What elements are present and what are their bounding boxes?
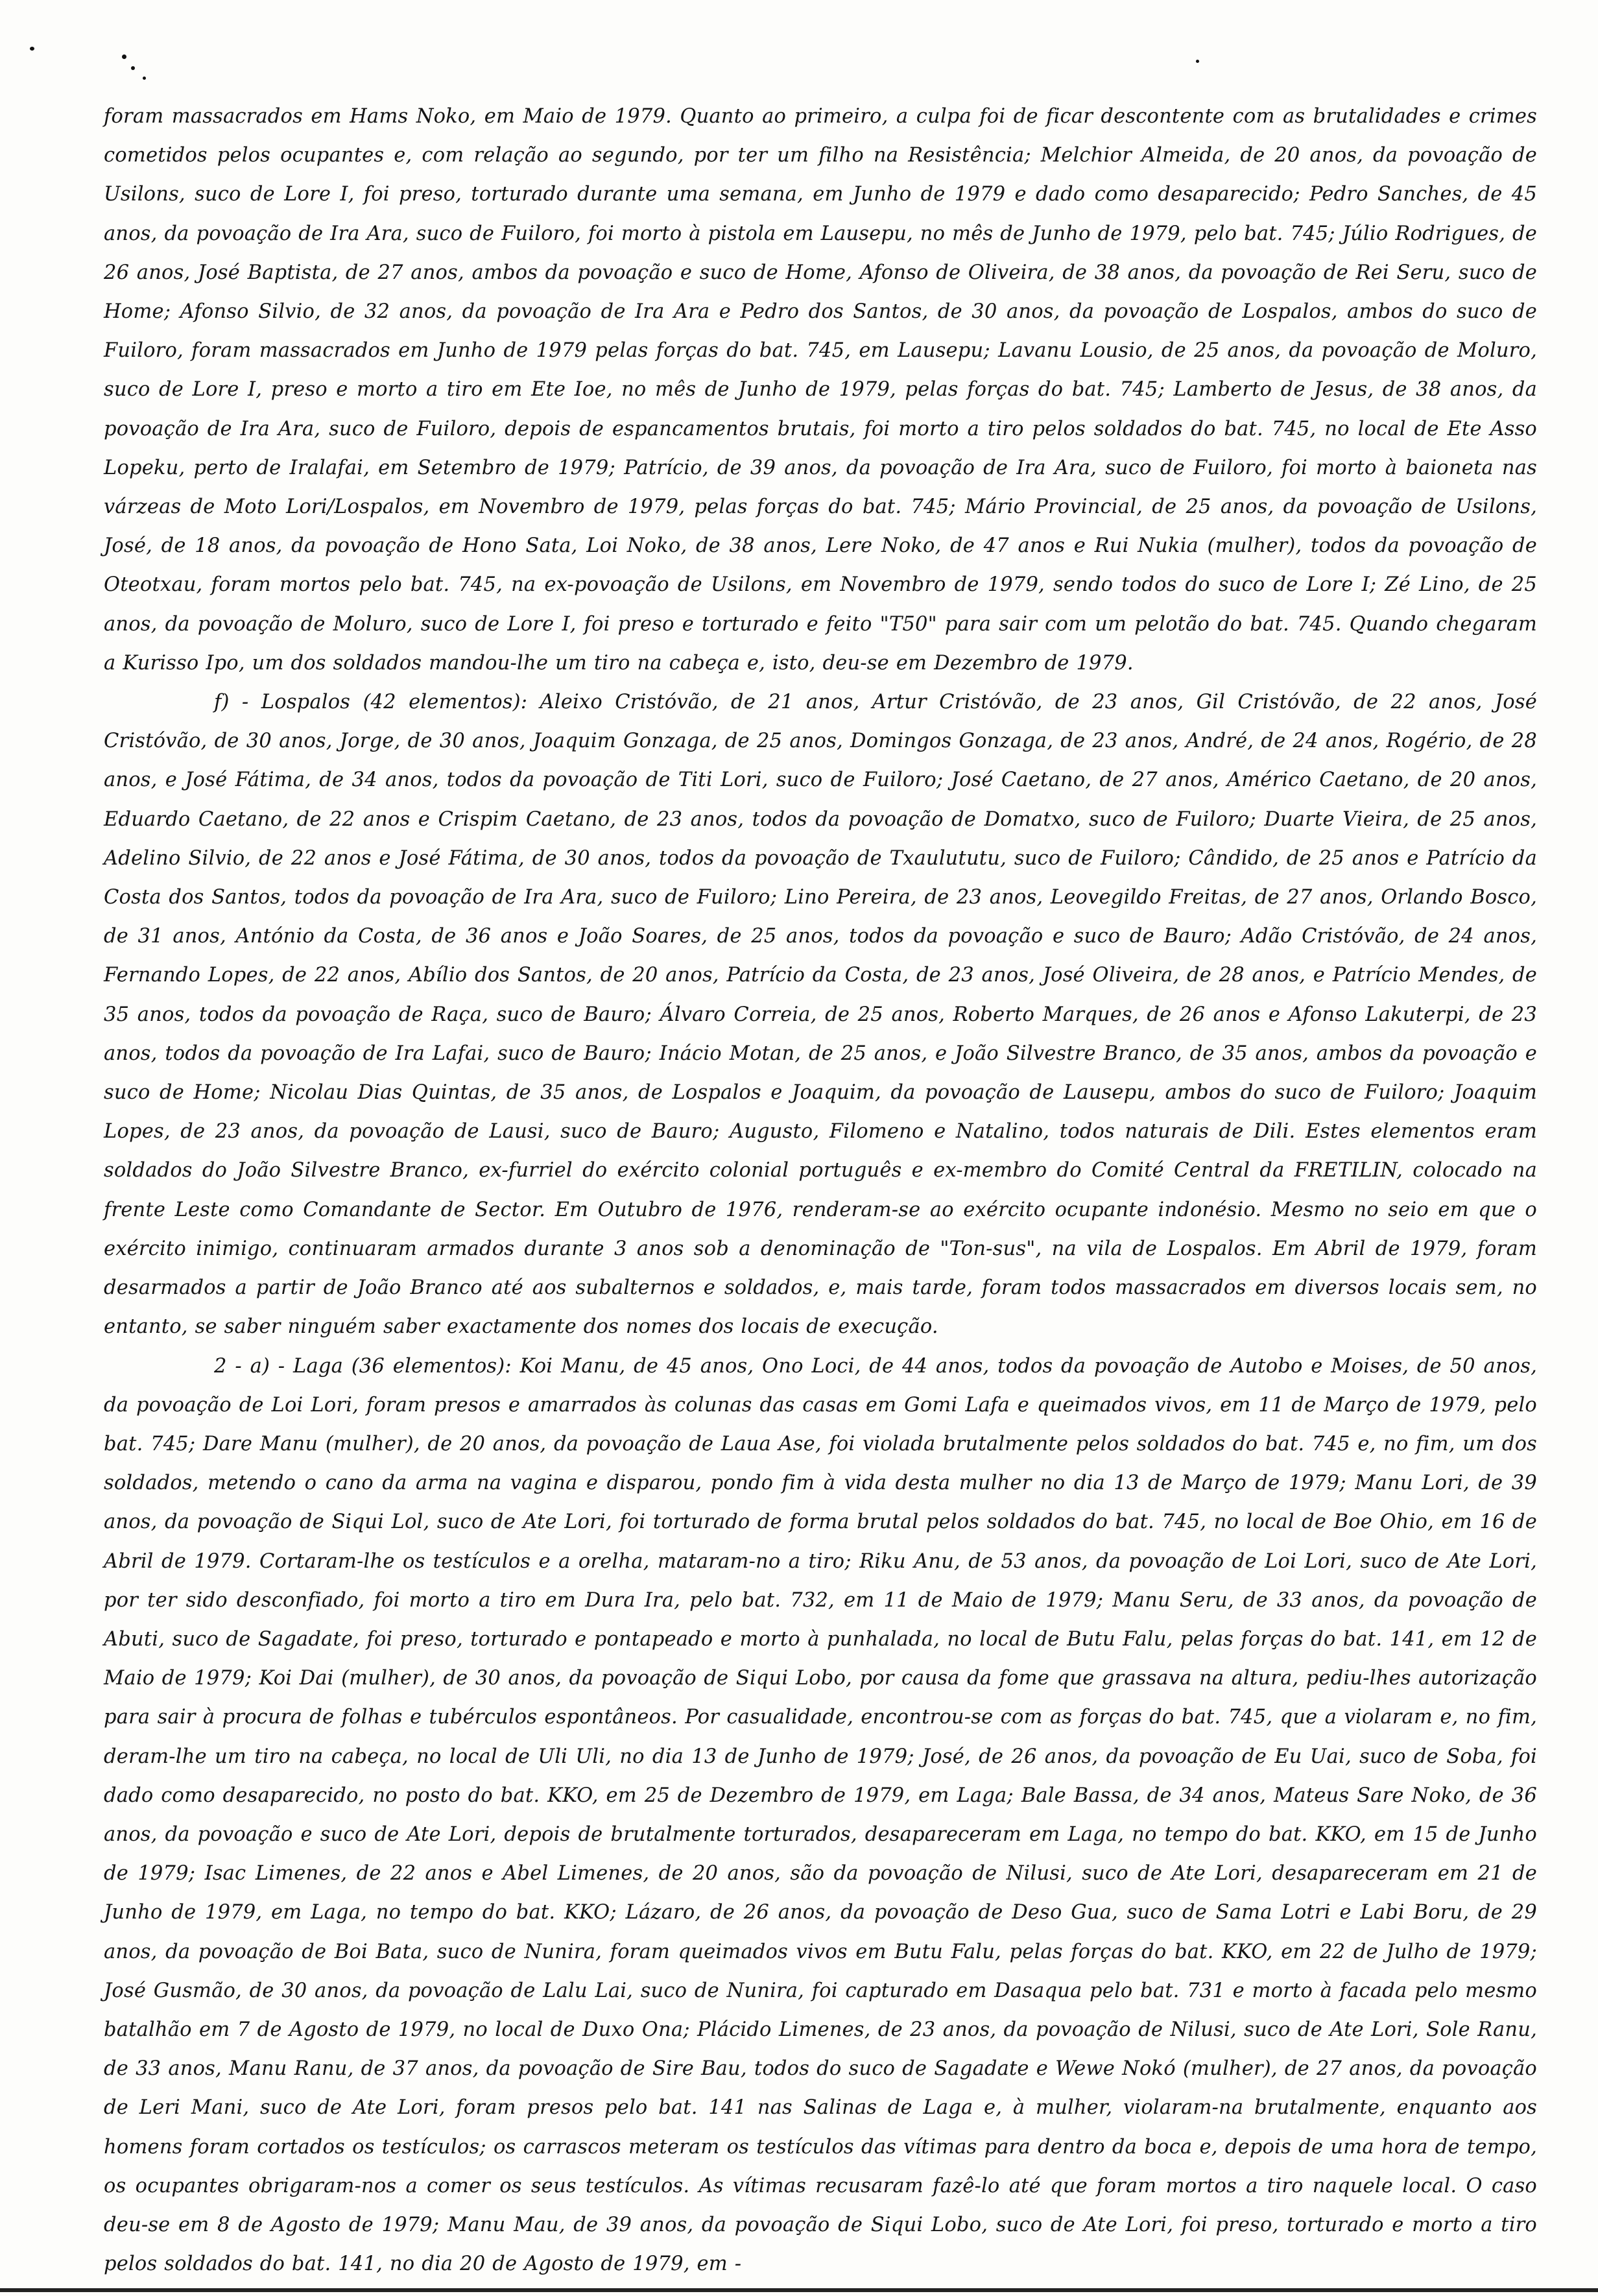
paragraph-lospalos: f) - Lospalos (42 elementos): Aleixo Cristóvão, de 21 anos, Artur Cristóvão, de 23 anos, Gil Cristóvão, de 22 anos, José Cristóvão, de 30 anos, Jorge, de 30 anos, Joaquim Gonzaga, de 25 anos, Domingos Gonzaga, de 23 anos, André, de 24 anos, Rogério, de 28 anos, e José Fátima, de 34 anos, todos da povoação de Titi Lori, suco de Fuiloro; José Caetano, de 27 anos, Américo Caetano, de 20 anos, Eduardo Caetano, de 22 anos e Crispim Caetano, de 23 anos, todos da povoação de Domatxo, suco de Fuiloro; Duarte Vieira, de 25 anos, Adelino Silvio, de 22 anos e José Fátima, de 30 anos, todos da povoação de Txaulututu, suco de Fuiloro; Cândido, de 25 anos e Patrício da Costa dos Santos, todos da povoação de Ira Ara, suco de Fuiloro; Lino Pereira, de 23 anos, Leovegildo Freitas, de 27 anos, Orlando Bosco, de 31 anos, António da Costa, de 36 anos e João Soares, de 25 anos, todos da povoação e suco de Bauro; Adão Cristóvão, de 24 anos, Fernando Lopes, de 22 anos, Abílio dos Santos, de 20 anos, Patrício da Costa, de 23 anos, José Oliveira, de 28 anos, e Patrício Mendes, de 35 anos, todos da povoação de Raça, suco de Bauro; Álvaro Correia, de 25 anos, Roberto Marques, de 26 anos e Afonso Lakuterpi, de 23 anos, todos da povoação de Ira Lafai, suco de Bauro; Inácio Motan, de 25 anos, e João Silvestre Branco, de 35 anos, ambos da povoação e suco de Home; Nicolau Dias Quintas, de 35 anos, de Lospalos e Joaquim, da povoação de Lausepu, ambos do suco de Fuiloro; Joaquim Lopes, de 23 anos, da povoação de Lausi, suco de Bauro; Augusto, Filomeno e Natalino, todos naturais de Dili. Estes elementos eram soldados do João Silvestre Branco, ex-furriel do exército colonial português e ex-membro do Comité Central da FRETILIN, colocado na frente Leste como Comandante de Sector. Em Outubro de 1976, renderam-se ao exército ocupante indonésio. Mesmo no seio em que o exército inimigo, continuaram armados durante 3 anos sob a denominação de "Ton-sus", na vila de Lospalos. Em Abril de 1979, foram desarmados a partir de João Branco até aos subalternos e soldados, e, mais tarde, foram todos massacrados em diversos locais sem, no entanto, se saber ninguém saber exactamente dos nomes dos locais de execução. xyxy=(104,691,1537,1339)
ink-speck xyxy=(122,54,126,59)
ink-speck xyxy=(30,47,34,51)
paragraph-continuation: foram massacrados em Hams Noko, em Maio de 1979. Quanto ao primeiro, a culpa foi de ficar descontente com as brutalidades e crimes cometidos pelos ocupantes e, com relação ao segundo, por ter um filho na Resistência; Melchior Almeida, de 20 anos, da povoação de Usilons, suco de Lore I, foi preso, torturado durante uma semana, em Junho de 1979 e dado como desaparecido; Pedro Sanches, de 45 anos, da povoação de Ira Ara, suco de Fuiloro, foi morto à pistola em Lausepu, no mês de Junho de 1979, pelo bat. 745; Júlio Rodrigues, de 26 anos, José Baptista, de 27 anos, ambos da povoação e suco de Home, Afonso de Oliveira, de 38 anos, da povoação de Rei Seru, suco de Home; Afonso Silvio, de 32 anos, da povoação de Ira Ara e Pedro dos Santos, de 30 anos, da povoação de Lospalos, ambos do suco de Fuiloro, foram massacrados em Junho de 1979 pelas forças do bat. 745, em Lausepu; Lavanu Lousio, de 25 anos, da povoação de Moluro, suco de Lore I, preso e morto a tiro em Ete Ioe, no mês de Junho de 1979, pelas forças do bat. 745; Lamberto de Jesus, de 38 anos, da povoação de Ira Ara, suco de Fuiloro, depois de espancamentos brutais, foi morto a tiro pelos soldados do bat. 745, no local de Ete Asso Lopeku, perto de Iralafai, em Setembro de 1979; Patrício, de 39 anos, da povoação de Ira Ara, suco de Fuiloro, foi morto à baioneta nas várzeas de Moto Lori/Lospalos, em Novembro de 1979, pelas forças do bat. 745; Mário Provincial, de 25 anos, da povoação de Usilons, José, de 18 anos, da povoação de Hono Sata, Loi Noko, de 38 anos, Lere Noko, de 47 anos e Rui Nukia (mulher), todos da povoação de Oteotxau, foram mortos pelo bat. 745, na ex-povoação de Usilons, em Novembro de 1979, sendo todos do suco de Lore I; Zé Lino, de 25 anos, da povoação de Moluro, suco de Lore I, foi preso e torturado e feito "T50" para sair com um pelotão do bat. 745. Quando chegaram a Kurisso Ipo, um dos soldados mandou-lhe um tiro na cabeça e, isto, deu-se em Dezembro de 1979. xyxy=(104,105,1537,675)
ink-speck xyxy=(143,77,146,80)
ink-speck xyxy=(131,66,135,70)
document-body xyxy=(104,97,1537,2284)
paragraph-laga: 2 - a) - Laga (36 elementos): Koi Manu, de 45 anos, Ono Loci, de 44 anos, todos da povoação de Autobo e Moises, de 50 anos, da povoação de Loi Lori, foram presos e amarrados às colunas das casas em Gomi Lafa e queimados vivos, em 11 de Março de 1979, pelo bat. 745; Dare Manu (mulher), de 20 anos, da povoação de Laua Ase, foi violada brutalmente pelos soldados do bat. 745 e, no fim, um dos soldados, metendo o cano da arma na vagina e disparou, pondo fim à vida desta mulher no dia 13 de Março de 1979; Manu Lori, de 39 anos, da povoação de Siqui Lol, suco de Ate Lori, foi torturado de forma brutal pelos soldados do bat. 745, no local de Boe Ohio, em 16 de Abril de 1979. Cortaram-lhe os testículos e a orelha, mataram-no a tiro; Riku Anu, de 53 anos, da povoação de Loi Lori, suco de Ate Lori, por ter sido desconfiado, foi morto a tiro em Dura Ira, pelo bat. 732, em 11 de Maio de 1979; Manu Seru, de 33 anos, da povoação de Abuti, suco de Sagadate, foi preso, torturado e pontapeado e morto à punhalada, no local de Butu Falu, pelas forças do bat. 141, em 12 de Maio de 1979; Koi Dai (mulher), de 30 anos, da povoação de Siqui Lobo, por causa da fome que grassava na altura, pediu-lhes autorização para sair à procura de folhas e tubérculos espontâneos. Por casualidade, encontrou-se com as forças do bat. 745, que a violaram e, no fim, deram-lhe um tiro na cabeça, no local de Uli Uli, no dia 13 de Junho de 1979; José, de 26 anos, da povoação de Eu Uai, suco de Soba, foi dado como desaparecido, no posto do bat. KKO, em 25 de Dezembro de 1979, em Laga; Bale Bassa, de 34 anos, Mateus Sare Noko, de 36 anos, da povoação e suco de Ate Lori, depois de brutalmente torturados, desapareceram em Laga, no tempo do bat. KKO, em 15 de Junho de 1979; Isac Limenes, de 22 anos e Abel Limenes, de 20 anos, são da povoação de Nilusi, suco de Ate Lori, desapareceram em 21 de Junho de 1979, em Laga, no tempo do bat. KKO; Lázaro, de 26 anos, da povoação de Deso Gua, suco de Sama Lotri e Labi Boru, de 29 anos, da povoação de Boi Bata, suco de Nunira, foram queimados vivos em Butu Falu, pelas forças do bat. KKO, em 22 de Julho de 1979; José Gusmão, de 30 anos, da povoação de Lalu Lai, suco de Nunira, foi capturado em Dasaqua pelo bat. 731 e morto à facada pelo mesmo batalhão em 7 de Agosto de 1979, no local de Duxo Ona; Plácido Limenes, de 23 anos, da povoação de Nilusi, suco de Ate Lori, Sole Ranu, de 33 anos, Manu Ranu, de 37 anos, da povoação de Sire Bau, todos do suco de Sagadate e Wewe Nokó (mulher), de 27 anos, da povoação de Leri Mani, suco de Ate Lori, foram presos pelo bat. 141 nas Salinas de Laga e, à mulher, violaram-na brutalmente, enquanto aos homens foram cortados os testículos; os carrascos meteram os testículos das vítimas para dentro da boca e, depois de uma hora de tempo, os ocupantes obrigaram-nos a comer os seus testículos. As vítimas recusaram fazê-lo até que foram mortos a tiro naquele local. O caso deu-se em 8 de Agosto de 1979; Manu Mau, de 39 anos, da povoação de Siqui Lobo, suco de Ate Lori, foi preso, torturado e morto a tiro pelos soldados do bat. 141, no dia 20 de Agosto de 1979, em - xyxy=(104,1354,1537,2276)
page-bottom-edge xyxy=(0,2288,1598,2292)
ink-speck xyxy=(1196,60,1199,63)
